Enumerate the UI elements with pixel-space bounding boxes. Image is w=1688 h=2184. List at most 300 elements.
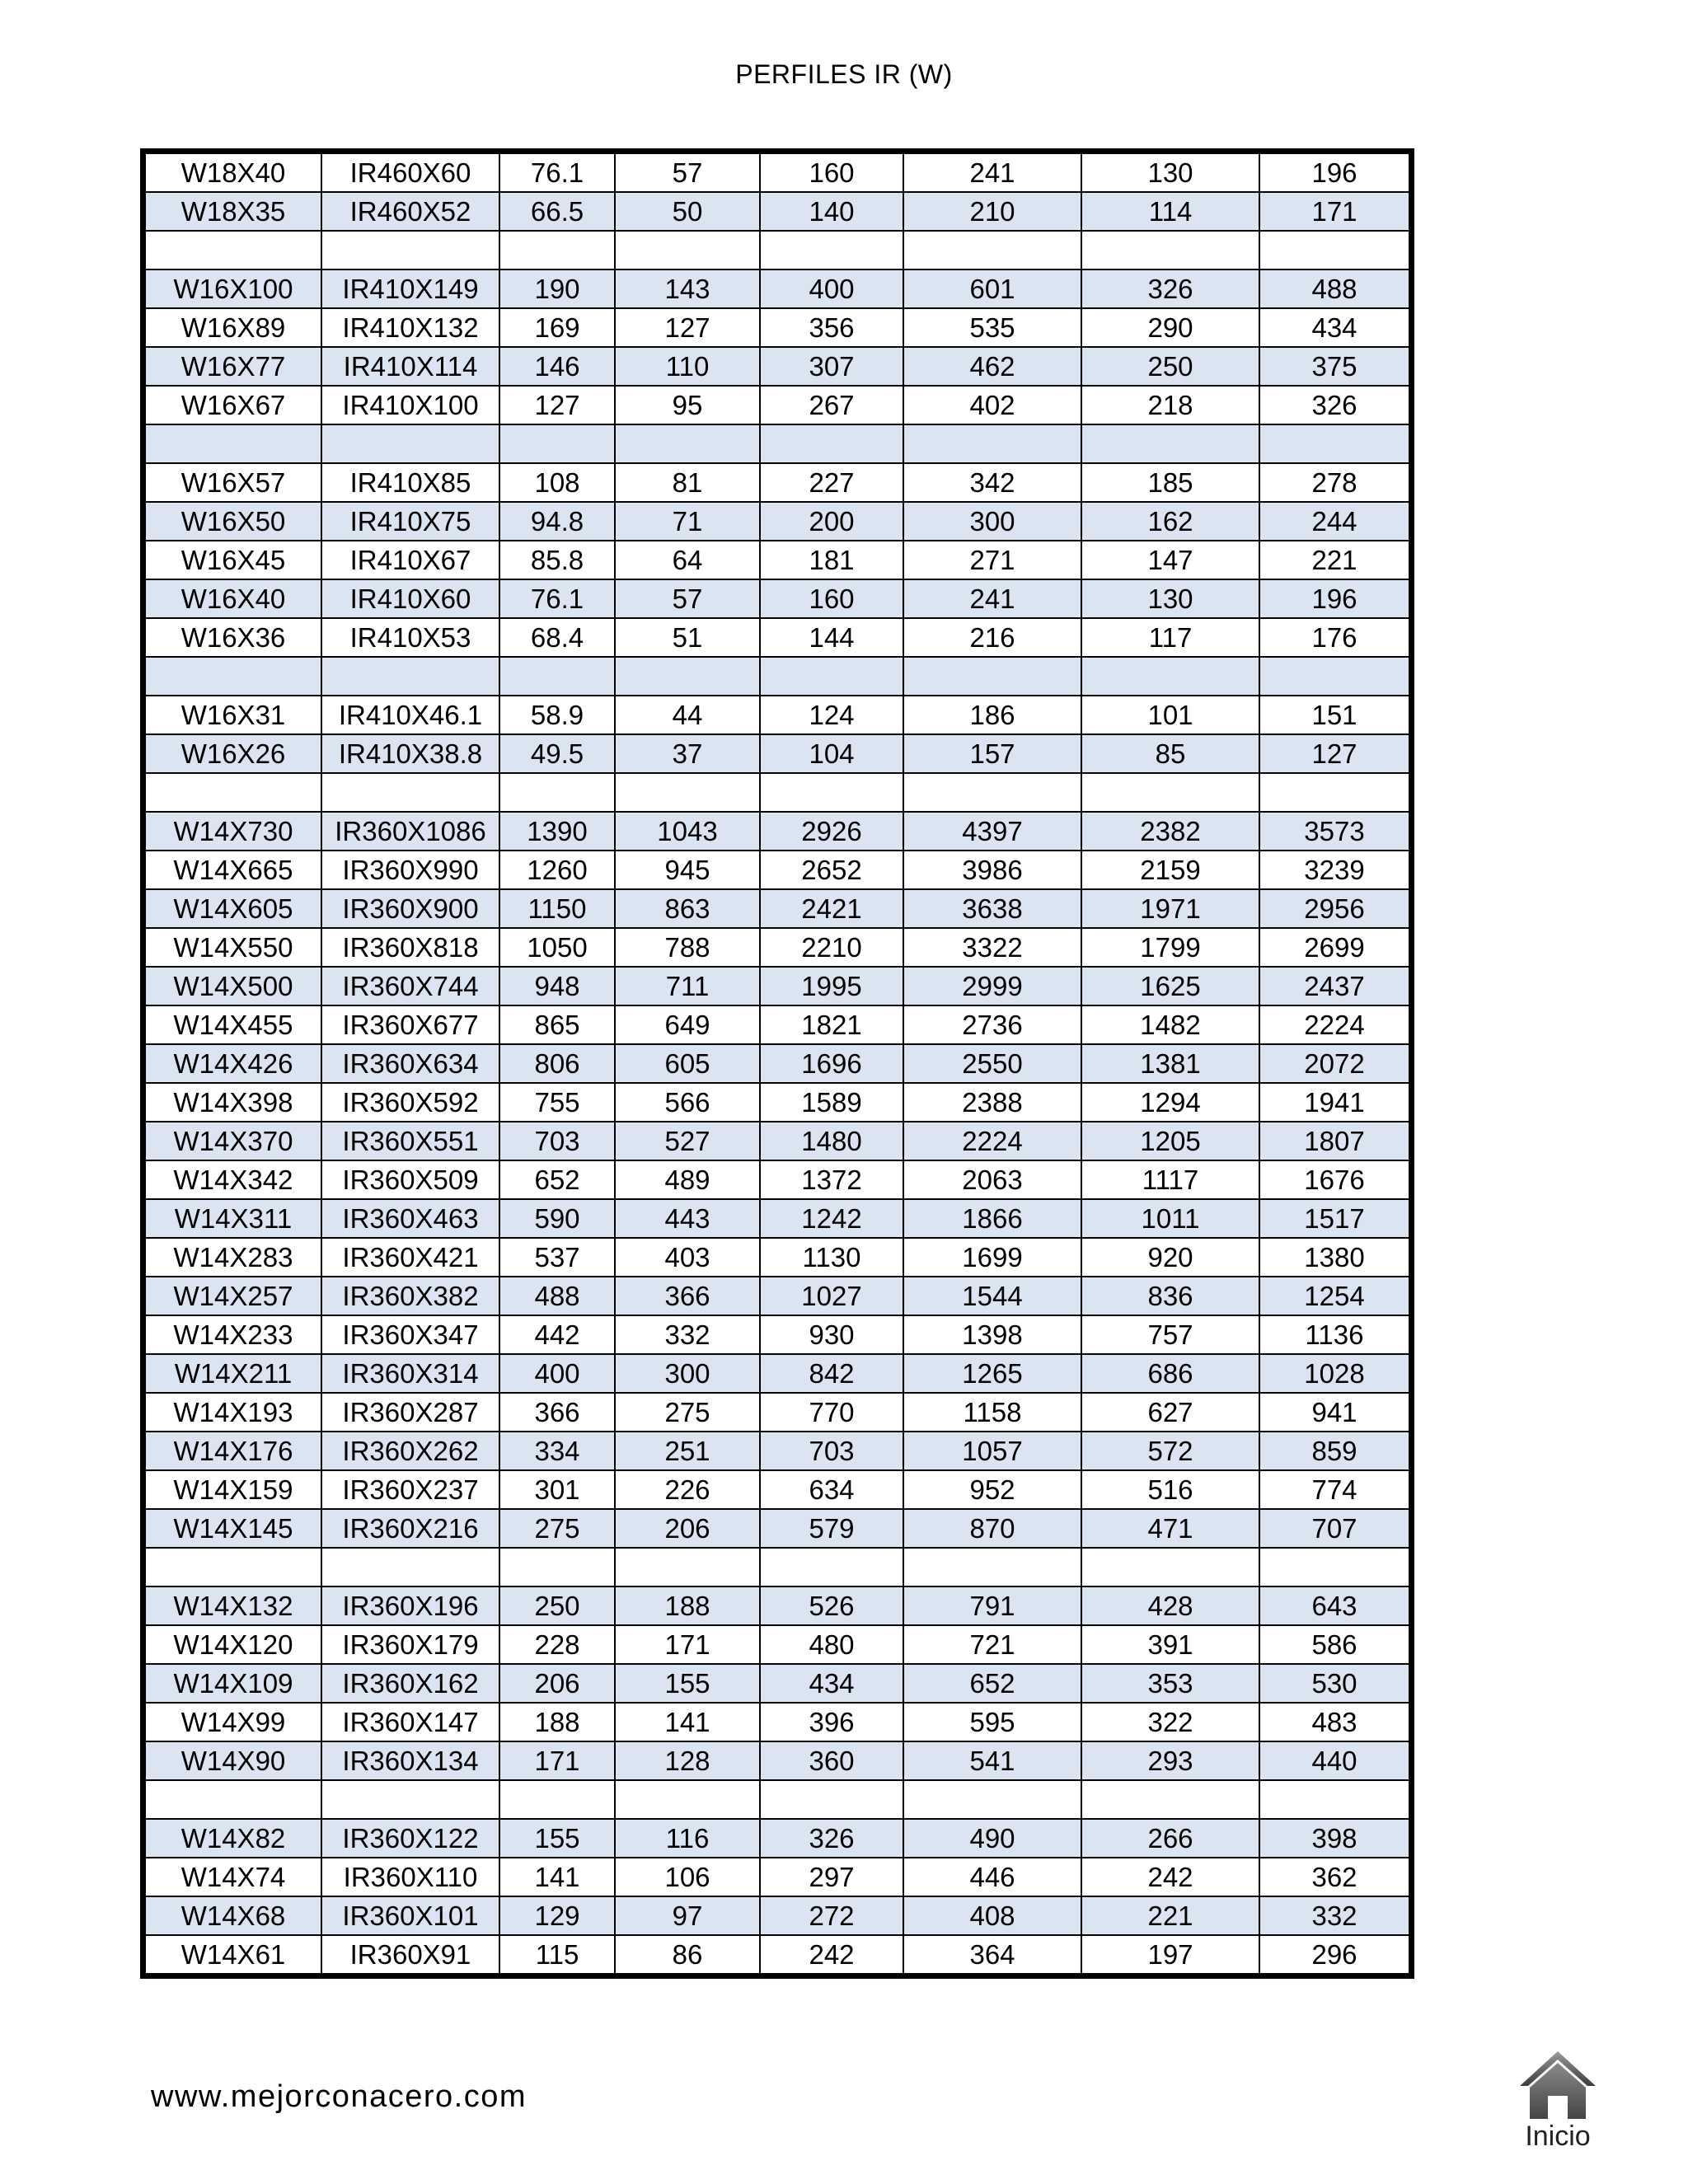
table-cell: W18X40: [145, 153, 321, 192]
table-row: [145, 1199, 1409, 1238]
table-cell: 3986: [903, 851, 1081, 889]
table-row: [145, 1858, 1409, 1896]
table-cell: 590: [499, 1199, 615, 1238]
table-row: [145, 1160, 1409, 1199]
table-cell: 490: [903, 1819, 1081, 1858]
table-cell: W14X159: [145, 1470, 321, 1509]
table-cell: 275: [499, 1509, 615, 1548]
table-cell: 160: [760, 153, 903, 192]
table-cell: 3638: [903, 889, 1081, 928]
table-cell: 945: [615, 851, 760, 889]
table-cell: 326: [1081, 269, 1259, 308]
table-cell: 326: [760, 1819, 903, 1858]
table-cell: W14X283: [145, 1238, 321, 1277]
table-cell: 1372: [760, 1160, 903, 1199]
table-cell: [615, 231, 760, 269]
table-cell: [903, 1780, 1081, 1819]
table-row: [145, 1625, 1409, 1664]
table-cell: 227: [760, 463, 903, 502]
table-cell: 440: [1259, 1741, 1409, 1780]
table-cell: 2699: [1259, 928, 1409, 967]
table-cell: IR360X744: [321, 967, 499, 1005]
table-cell: 1482: [1081, 1005, 1259, 1044]
table-cell: 216: [903, 618, 1081, 657]
table-cell: 300: [903, 502, 1081, 541]
table-cell: W14X145: [145, 1509, 321, 1548]
table-spacer-row: [145, 1548, 1409, 1586]
table-cell: [321, 657, 499, 696]
table-cell: IR360X634: [321, 1044, 499, 1083]
table-cell: IR360X592: [321, 1083, 499, 1122]
table-cell: 1254: [1259, 1277, 1409, 1315]
table-cell: 595: [903, 1703, 1081, 1741]
table-row: [145, 618, 1409, 657]
table-cell: 703: [760, 1432, 903, 1470]
table-cell: 241: [903, 153, 1081, 192]
table-cell: [321, 231, 499, 269]
table-cell: 250: [1081, 347, 1259, 386]
table-cell: 181: [760, 541, 903, 579]
table-cell: 1799: [1081, 928, 1259, 967]
table-cell: 58.9: [499, 696, 615, 734]
table-cell: 1480: [760, 1122, 903, 1160]
table-row: [145, 812, 1409, 851]
table-cell: 535: [903, 308, 1081, 347]
table-row: [145, 541, 1409, 579]
table-cell: 342: [903, 463, 1081, 502]
table-cell: 400: [760, 269, 903, 308]
table-row: [145, 308, 1409, 347]
table-cell: [615, 773, 760, 812]
table-cell: 116: [615, 1819, 760, 1858]
table-cell: 366: [615, 1277, 760, 1315]
table-cell: 124: [760, 696, 903, 734]
table-cell: W14X342: [145, 1160, 321, 1199]
table-cell: IR360X551: [321, 1122, 499, 1160]
table-cell: 332: [1259, 1896, 1409, 1935]
table-cell: [760, 773, 903, 812]
table-cell: [499, 1780, 615, 1819]
table-cell: [499, 1548, 615, 1586]
table-row: [145, 502, 1409, 541]
table-cell: 356: [760, 308, 903, 347]
table-row: [145, 1122, 1409, 1160]
table-cell: 353: [1081, 1664, 1259, 1703]
table-cell: 144: [760, 618, 903, 657]
table-cell: 434: [760, 1664, 903, 1703]
table-cell: 271: [903, 541, 1081, 579]
footer-url-link[interactable]: www.mejorconacero.com: [151, 2079, 527, 2114]
table-cell: [1259, 1548, 1409, 1586]
table-row: [145, 851, 1409, 889]
table-cell: IR360X509: [321, 1160, 499, 1199]
table-cell: 176: [1259, 618, 1409, 657]
table-cell: IR360X179: [321, 1625, 499, 1664]
table-cell: 402: [903, 386, 1081, 424]
table-cell: W18X35: [145, 192, 321, 231]
table-cell: [145, 231, 321, 269]
table-cell: IR410X67: [321, 541, 499, 579]
table-cell: 2072: [1259, 1044, 1409, 1083]
table-cell: 721: [903, 1625, 1081, 1664]
table-cell: 446: [903, 1858, 1081, 1896]
table-spacer-row: [145, 231, 1409, 269]
table-cell: 462: [903, 347, 1081, 386]
table-cell: 322: [1081, 1703, 1259, 1741]
table-cell: 1265: [903, 1354, 1081, 1393]
table-cell: 196: [1259, 153, 1409, 192]
table-spacer-row: [145, 424, 1409, 463]
table-row: [145, 192, 1409, 231]
table-cell: W14X605: [145, 889, 321, 928]
table-cell: [760, 1548, 903, 1586]
table-cell: 44: [615, 696, 760, 734]
table-cell: [760, 657, 903, 696]
table-cell: 141: [499, 1858, 615, 1896]
table-cell: W14X665: [145, 851, 321, 889]
table-cell: 1136: [1259, 1315, 1409, 1354]
table-cell: 2999: [903, 967, 1081, 1005]
table-row: [145, 928, 1409, 967]
table-cell: IR410X85: [321, 463, 499, 502]
table-row: [145, 1005, 1409, 1044]
table-cell: 188: [615, 1586, 760, 1625]
table-cell: 4397: [903, 812, 1081, 851]
table-cell: W14X109: [145, 1664, 321, 1703]
table-cell: W14X398: [145, 1083, 321, 1122]
table-spacer-row: [145, 1780, 1409, 1819]
home-label: Inicio: [1525, 2121, 1591, 2152]
table-cell: IR360X314: [321, 1354, 499, 1393]
table-cell: 171: [499, 1741, 615, 1780]
table-cell: 586: [1259, 1625, 1409, 1664]
table-cell: 37: [615, 734, 760, 773]
table-cell: 129: [499, 1896, 615, 1935]
table-cell: 68.4: [499, 618, 615, 657]
table-row: [145, 889, 1409, 928]
table-cell: 169: [499, 308, 615, 347]
table-cell: [1259, 773, 1409, 812]
home-button[interactable]: [1512, 2048, 1603, 2155]
table-cell: W16X36: [145, 618, 321, 657]
table-cell: [903, 231, 1081, 269]
table-cell: 130: [1081, 579, 1259, 618]
table-cell: W16X26: [145, 734, 321, 773]
table-cell: [615, 424, 760, 463]
table-cell: 434: [1259, 308, 1409, 347]
table-cell: 1011: [1081, 1199, 1259, 1238]
table-cell: 275: [615, 1393, 760, 1432]
table-cell: W14X99: [145, 1703, 321, 1741]
table-cell: 1380: [1259, 1238, 1409, 1277]
table-cell: W16X45: [145, 541, 321, 579]
table-cell: W16X89: [145, 308, 321, 347]
table-cell: 143: [615, 269, 760, 308]
table-cell: 197: [1081, 1935, 1259, 1974]
table-cell: IR360X237: [321, 1470, 499, 1509]
table-cell: IR360X134: [321, 1741, 499, 1780]
table-cell: 228: [499, 1625, 615, 1664]
table-cell: IR360X677: [321, 1005, 499, 1044]
table-row: [145, 1509, 1409, 1548]
table-cell: IR360X162: [321, 1664, 499, 1703]
table-cell: 250: [499, 1586, 615, 1625]
table-cell: 711: [615, 967, 760, 1005]
table-cell: 806: [499, 1044, 615, 1083]
table-cell: 572: [1081, 1432, 1259, 1470]
table-cell: 396: [760, 1703, 903, 1741]
table-cell: 579: [760, 1509, 903, 1548]
table-cell: 242: [1081, 1858, 1259, 1896]
table-cell: 49.5: [499, 734, 615, 773]
table-cell: 2210: [760, 928, 903, 967]
table-row: [145, 579, 1409, 618]
table-row: [145, 1083, 1409, 1122]
table-cell: 537: [499, 1238, 615, 1277]
table-cell: 2550: [903, 1044, 1081, 1083]
table-cell: IR410X53: [321, 618, 499, 657]
table-cell: [1259, 1780, 1409, 1819]
table-cell: W16X50: [145, 502, 321, 541]
table-cell: [145, 424, 321, 463]
table-cell: 770: [760, 1393, 903, 1432]
table-cell: 108: [499, 463, 615, 502]
table-cell: 94.8: [499, 502, 615, 541]
table-cell: 130: [1081, 153, 1259, 192]
table-cell: 920: [1081, 1238, 1259, 1277]
table-cell: 76.1: [499, 153, 615, 192]
table-cell: [321, 773, 499, 812]
table-cell: W14X455: [145, 1005, 321, 1044]
table-cell: 1517: [1259, 1199, 1409, 1238]
table-cell: 541: [903, 1741, 1081, 1780]
table-cell: 117: [1081, 618, 1259, 657]
table-cell: 326: [1259, 386, 1409, 424]
table-cell: 757: [1081, 1315, 1259, 1354]
table-cell: 605: [615, 1044, 760, 1083]
table-cell: [1259, 231, 1409, 269]
table-cell: W16X100: [145, 269, 321, 308]
table-cell: 101: [1081, 696, 1259, 734]
table-cell: 147: [1081, 541, 1259, 579]
table-row: [145, 967, 1409, 1005]
table-cell: 64: [615, 541, 760, 579]
table-cell: 127: [1259, 734, 1409, 773]
table-cell: [1081, 231, 1259, 269]
table-cell: 1260: [499, 851, 615, 889]
table-cell: IR360X110: [321, 1858, 499, 1896]
table-cell: IR410X38.8: [321, 734, 499, 773]
table-cell: 483: [1259, 1703, 1409, 1741]
table-row: [145, 1703, 1409, 1741]
table-cell: 707: [1259, 1509, 1409, 1548]
table-cell: 266: [1081, 1819, 1259, 1858]
table-cell: IR410X60: [321, 579, 499, 618]
table-cell: W14X176: [145, 1432, 321, 1470]
table-cell: IR360X818: [321, 928, 499, 967]
table-cell: 85: [1081, 734, 1259, 773]
table-cell: 186: [903, 696, 1081, 734]
table-cell: 774: [1259, 1470, 1409, 1509]
table-cell: 160: [760, 579, 903, 618]
table-row: [145, 1819, 1409, 1858]
table-cell: [1081, 657, 1259, 696]
table-cell: IR360X990: [321, 851, 499, 889]
table-cell: 242: [760, 1935, 903, 1974]
table-cell: [760, 1780, 903, 1819]
table-cell: IR360X91: [321, 1935, 499, 1974]
table-cell: 530: [1259, 1664, 1409, 1703]
table-cell: W14X233: [145, 1315, 321, 1354]
table-cell: 241: [903, 579, 1081, 618]
table-cell: [321, 1780, 499, 1819]
table-cell: 185: [1081, 463, 1259, 502]
table-cell: [499, 424, 615, 463]
table-cell: IR360X347: [321, 1315, 499, 1354]
table-cell: [903, 773, 1081, 812]
table-row: [145, 1664, 1409, 1703]
table-cell: 1696: [760, 1044, 903, 1083]
table-cell: IR410X149: [321, 269, 499, 308]
table-cell: 471: [1081, 1509, 1259, 1548]
table-cell: 57: [615, 153, 760, 192]
table-row: [145, 1044, 1409, 1083]
table-cell: 3573: [1259, 812, 1409, 851]
table-cell: W16X40: [145, 579, 321, 618]
table-cell: 206: [499, 1664, 615, 1703]
table-cell: 221: [1259, 541, 1409, 579]
table-cell: W14X68: [145, 1896, 321, 1935]
table-cell: IR360X900: [321, 889, 499, 928]
table-cell: 332: [615, 1315, 760, 1354]
table-cell: IR360X287: [321, 1393, 499, 1432]
table-cell: [499, 231, 615, 269]
table-cell: 1130: [760, 1238, 903, 1277]
table-cell: 81: [615, 463, 760, 502]
table-cell: [1081, 424, 1259, 463]
table-cell: IR360X463: [321, 1199, 499, 1238]
table-cell: IR410X46.1: [321, 696, 499, 734]
table-cell: IR360X382: [321, 1277, 499, 1315]
table-cell: 218: [1081, 386, 1259, 424]
profiles-table: [144, 152, 1410, 1975]
table-row: [145, 1315, 1409, 1354]
table-cell: 1117: [1081, 1160, 1259, 1199]
table-row: [145, 1935, 1409, 1974]
table-cell: 221: [1081, 1896, 1259, 1935]
table-cell: 2224: [903, 1122, 1081, 1160]
table-cell: 290: [1081, 308, 1259, 347]
table-cell: 251: [615, 1432, 760, 1470]
table-cell: 128: [615, 1741, 760, 1780]
table-cell: 859: [1259, 1432, 1409, 1470]
table-row: [145, 1432, 1409, 1470]
table-cell: 1625: [1081, 967, 1259, 1005]
table-cell: W16X77: [145, 347, 321, 386]
table-cell: 86: [615, 1935, 760, 1974]
table-cell: 104: [760, 734, 903, 773]
table-cell: W16X57: [145, 463, 321, 502]
table-cell: 300: [615, 1354, 760, 1393]
table-cell: 755: [499, 1083, 615, 1122]
table-row: [145, 1896, 1409, 1935]
table-cell: 106: [615, 1858, 760, 1896]
table-cell: 1398: [903, 1315, 1081, 1354]
table-cell: 296: [1259, 1935, 1409, 1974]
table-cell: 171: [1259, 192, 1409, 231]
table-cell: 1381: [1081, 1044, 1259, 1083]
table-cell: [903, 1548, 1081, 1586]
table-cell: 391: [1081, 1625, 1259, 1664]
table-cell: 1294: [1081, 1083, 1259, 1122]
table-cell: W14X132: [145, 1586, 321, 1625]
table-cell: IR460X60: [321, 153, 499, 192]
table-cell: 140: [760, 192, 903, 231]
table-cell: 51: [615, 618, 760, 657]
table-cell: 1057: [903, 1432, 1081, 1470]
table-cell: 865: [499, 1005, 615, 1044]
table-cell: 2421: [760, 889, 903, 928]
table-cell: 952: [903, 1470, 1081, 1509]
table-cell: [499, 657, 615, 696]
table-cell: 190: [499, 269, 615, 308]
table-cell: 244: [1259, 502, 1409, 541]
table-row: [145, 1741, 1409, 1780]
table-cell: 1050: [499, 928, 615, 967]
table-cell: 85.8: [499, 541, 615, 579]
table-cell: [499, 773, 615, 812]
table-cell: 516: [1081, 1470, 1259, 1509]
table-cell: 1676: [1259, 1160, 1409, 1199]
table-cell: 1807: [1259, 1122, 1409, 1160]
table-cell: 652: [903, 1664, 1081, 1703]
table-cell: 206: [615, 1509, 760, 1548]
table-cell: 141: [615, 1703, 760, 1741]
table-cell: 2956: [1259, 889, 1409, 928]
table-cell: 272: [760, 1896, 903, 1935]
table-cell: W16X31: [145, 696, 321, 734]
table-cell: W14X90: [145, 1741, 321, 1780]
table-cell: W14X257: [145, 1277, 321, 1315]
profiles-table-container: [140, 148, 1414, 1979]
table-cell: 155: [615, 1664, 760, 1703]
table-cell: 488: [499, 1277, 615, 1315]
table-cell: IR360X101: [321, 1896, 499, 1935]
table-cell: 788: [615, 928, 760, 967]
table-cell: 442: [499, 1315, 615, 1354]
table-cell: IR360X262: [321, 1432, 499, 1470]
table-cell: 1821: [760, 1005, 903, 1044]
table-cell: 146: [499, 347, 615, 386]
table-row: [145, 1393, 1409, 1432]
home-icon: [1517, 2048, 1599, 2122]
table-cell: 627: [1081, 1393, 1259, 1432]
table-cell: 267: [760, 386, 903, 424]
table-cell: 127: [499, 386, 615, 424]
table-cell: [1081, 1780, 1259, 1819]
table-cell: 1995: [760, 967, 903, 1005]
table-cell: [1081, 1548, 1259, 1586]
table-cell: 703: [499, 1122, 615, 1160]
table-cell: 1205: [1081, 1122, 1259, 1160]
table-row: [145, 1470, 1409, 1509]
table-cell: 1242: [760, 1199, 903, 1238]
table-cell: 1028: [1259, 1354, 1409, 1393]
table-cell: [615, 1780, 760, 1819]
table-cell: 634: [760, 1470, 903, 1509]
table-cell: 1027: [760, 1277, 903, 1315]
table-cell: 1941: [1259, 1083, 1409, 1122]
